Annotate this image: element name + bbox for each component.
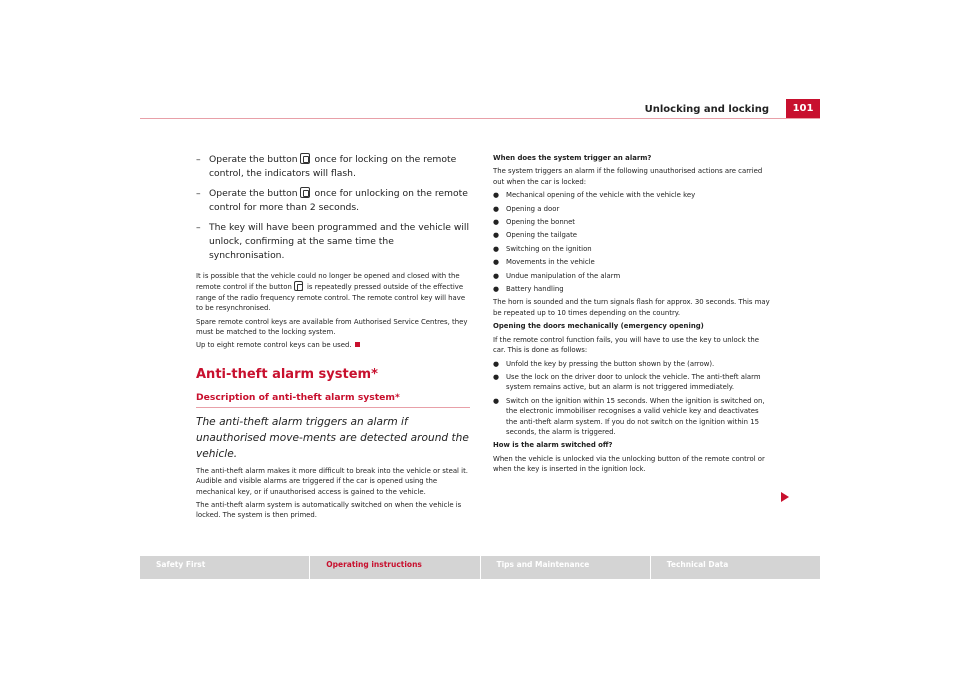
list-item-text: Movements in the vehicle — [506, 258, 595, 267]
tab-safety-first[interactable]: Safety First — [140, 556, 309, 579]
list-item — [493, 372, 770, 393]
bullet: ● — [493, 204, 500, 213]
trigger-list — [493, 190, 770, 294]
list-item — [493, 396, 770, 438]
note-text: is repeatedly pressed outside of the effective range of the radio frequency remote control. The remote control key will have to be resynchronised. — [196, 283, 466, 313]
note-resync — [196, 271, 470, 314]
list-item-text: Switching on the ignition — [506, 244, 592, 253]
body-paragraph: If the remote control function fails, you will have to use the key to unlock the car. This is done as follows: — [493, 335, 760, 355]
header-title: Unlocking and locking — [644, 104, 769, 115]
sub-title: Description of anti-theft alarm system* — [196, 392, 470, 408]
note-spare-keys: Spare remote control keys are available from Authorised Service Centres, they must be matched to the locking system. — [196, 317, 468, 337]
list-item-text: Opening a door — [506, 204, 560, 213]
list-item — [493, 257, 770, 267]
list-item — [493, 271, 770, 281]
list-item-text: Switch on the ignition within 15 seconds. When the ignition is switched on, the electronic immobiliser recognises a valid vehicle key and deactivates the anti-theft alarm system. If you do not switch on the ignition within 15 seconds, the alarm is triggered. — [506, 396, 765, 436]
bullet: ● — [493, 396, 500, 405]
list-item — [493, 284, 770, 294]
step-text: The key will have been programmed and the vehicle will unlock, confirming at the same time the synchronisation. — [209, 222, 470, 261]
emergency-steps — [493, 359, 770, 438]
list-item-text: Opening the bonnet — [506, 218, 576, 227]
body-paragraph: The anti-theft alarm makes it more difficult to break into the vehicle or steal it. Audible and visible alarms are triggered if the car is opened using the mechanical key, or if unauthorised access is gained to the vehicle. — [196, 466, 468, 496]
lock-button-icon — [300, 153, 310, 164]
bullet: ● — [493, 244, 500, 253]
list-item — [493, 217, 770, 227]
dash: – — [196, 222, 201, 233]
list-item — [493, 204, 770, 214]
page-number: 101 — [786, 99, 820, 119]
list-item-text: Unfold the key by pressing the button shown by the (arrow). — [506, 359, 715, 368]
body-paragraph: The system triggers an alarm if the following unauthorised actions are carried out when the car is locked: — [493, 167, 763, 186]
question-heading: When does the system trigger an alarm? — [493, 154, 652, 162]
bullet: ● — [493, 372, 500, 381]
step-unlock — [196, 187, 470, 215]
tab-tips-and-maintenance[interactable]: Tips and Maintenance — [481, 556, 650, 579]
list-item — [493, 359, 770, 369]
tab-technical-data[interactable]: Technical Data — [651, 556, 820, 579]
step-text-before: Operate the button — [209, 154, 298, 165]
list-item-text: Undue manipulation of the alarm — [506, 271, 621, 280]
right-column — [493, 153, 770, 478]
intro-text: The anti-theft alarm triggers an alarm if unauthorised move-ments are detected around the vehicle. — [196, 415, 469, 460]
dash: – — [196, 154, 201, 165]
left-column — [196, 153, 470, 524]
footer-nav — [140, 556, 820, 579]
note-text: Up to eight remote control keys can be used. — [196, 341, 352, 350]
bullet: ● — [493, 359, 500, 368]
step-text-before: Operate the button — [209, 188, 298, 199]
note-text: It is possible that the vehicle could no longer be opened and closed with the remote control if the button — [196, 272, 460, 292]
list-item-text: Mechanical opening of the vehicle with the vehicle key — [506, 191, 696, 200]
dash: – — [196, 188, 201, 199]
next-page-arrow-icon[interactable] — [781, 492, 789, 502]
step-synchronise — [196, 221, 470, 263]
header-rule — [140, 118, 820, 119]
bullet: ● — [493, 218, 500, 227]
body-paragraph: The anti-theft alarm system is automatically switched on when the vehicle is locked. The system is then primed. — [196, 501, 462, 520]
list-item-text: Battery handling — [506, 285, 564, 294]
list-item — [493, 190, 770, 200]
step-lock — [196, 153, 470, 181]
unlock-button-icon — [300, 187, 310, 198]
unlock-button-icon — [294, 281, 303, 291]
question-heading: How is the alarm switched off? — [493, 441, 613, 450]
list-item-text: Opening the tailgate — [506, 231, 578, 240]
body-paragraph: When the vehicle is unlocked via the unlocking button of the remote control or when the key is inserted in the ignition lock. — [493, 454, 765, 474]
bullet: ● — [493, 258, 500, 267]
list-item-text: Use the lock on the driver door to unlock the vehicle. The anti-theft alarm system remains active, but an alarm is not triggered immediately. — [506, 372, 761, 392]
bullet: ● — [493, 285, 500, 294]
bullet: ● — [493, 191, 500, 200]
step-text-after: once for unlocking on the remote control for more than 2 seconds. — [209, 188, 468, 213]
step-text-after: once for locking on the remote control, the indicators will flash. — [209, 154, 457, 179]
bullet: ● — [493, 231, 500, 240]
note-key-limit — [196, 340, 470, 350]
list-item — [493, 244, 770, 254]
list-item — [493, 230, 770, 240]
body-paragraph: The horn is sounded and the turn signals flash for approx. 30 seconds. This may be repeated up to 10 times depending on the country. — [493, 298, 770, 317]
end-of-section-icon — [355, 342, 360, 347]
tab-operating-instructions[interactable]: Operating instructions — [310, 556, 479, 579]
bullet: ● — [493, 271, 500, 280]
question-heading: Opening the doors mechanically (emergency opening) — [493, 322, 704, 331]
section-title: Anti-theft alarm system* — [196, 366, 378, 382]
